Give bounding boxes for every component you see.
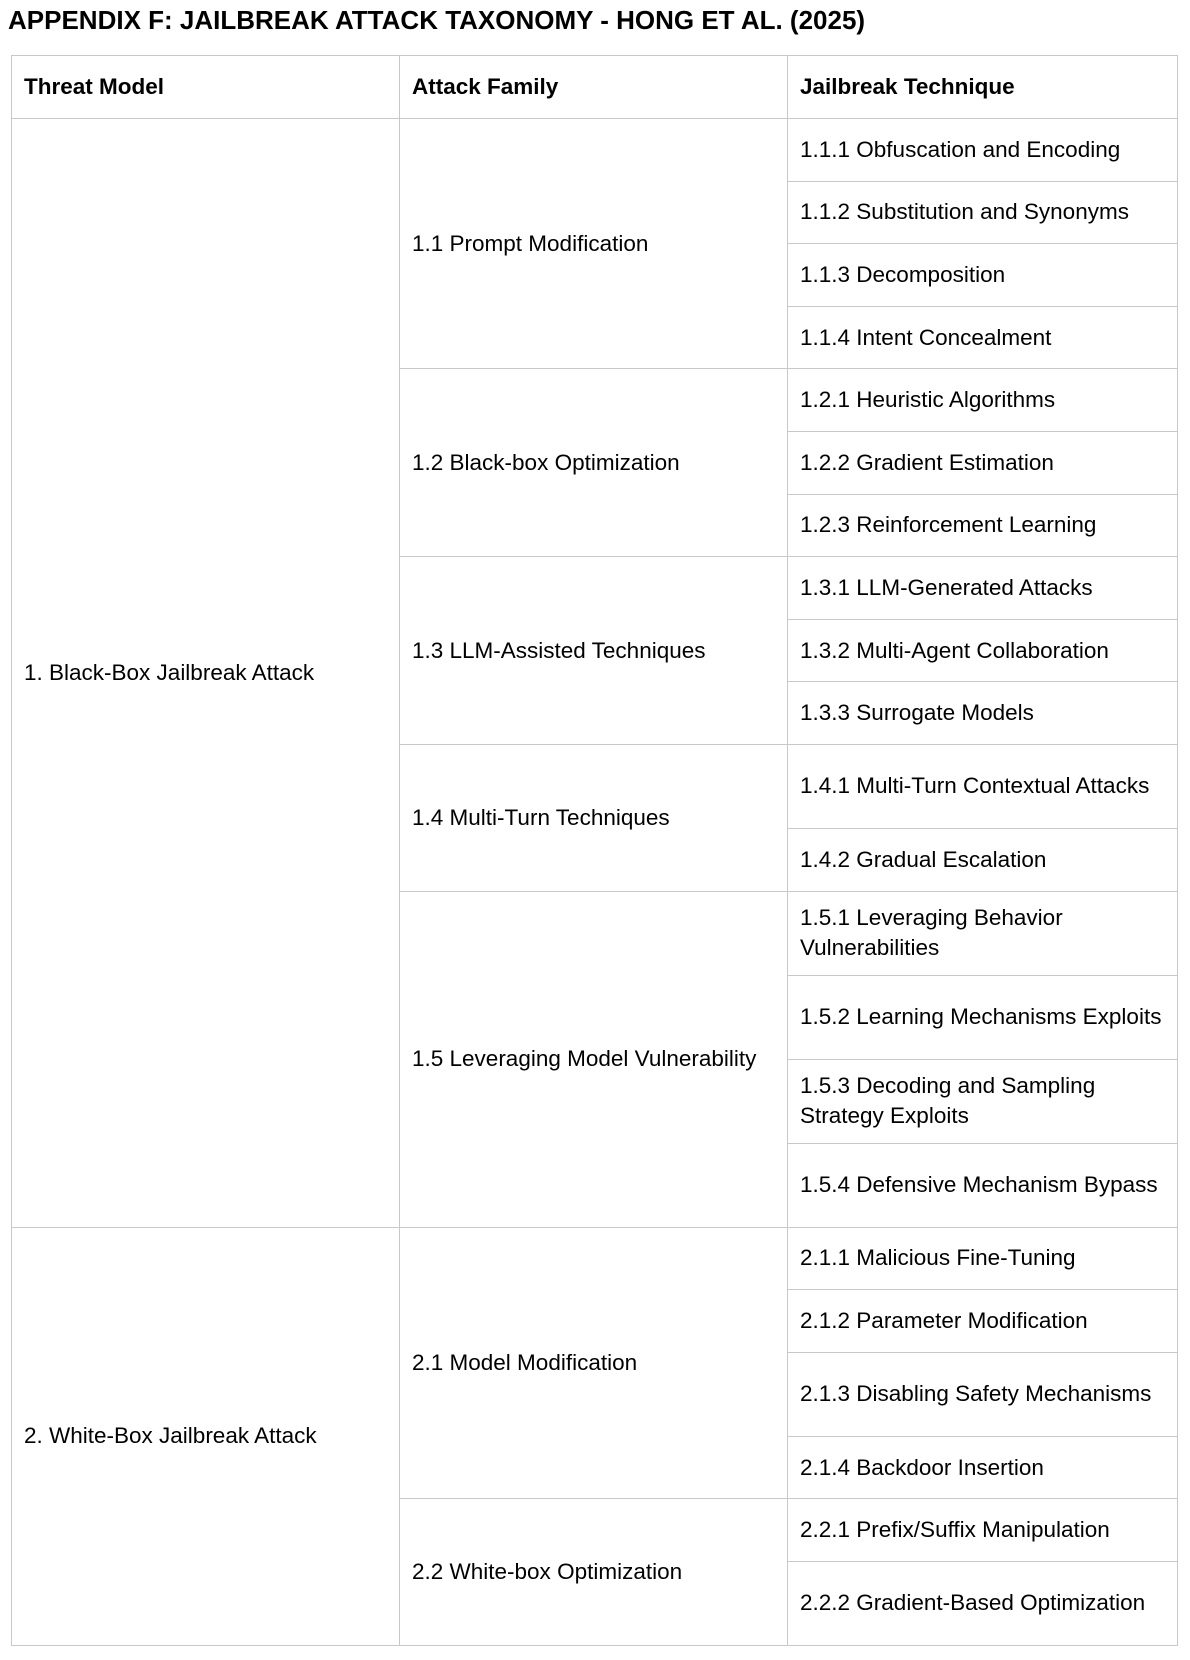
technique-cell: 1.1.2 Substitution and Synonyms	[788, 181, 1178, 244]
page-title: APPENDIX F: JAILBREAK ATTACK TAXONOMY - HONG ET AL. (2025)	[8, 5, 866, 35]
technique-cell: 1.2.1 Heuristic Algorithms	[788, 369, 1178, 432]
technique-cell: 1.5.3 Decoding and Sampling Strategy Exploits	[788, 1059, 1178, 1143]
technique-cell: 2.1.1 Malicious Fine-Tuning	[788, 1227, 1178, 1290]
header-row	[12, 56, 1178, 119]
technique-cell: 1.2.2 Gradient Estimation	[788, 431, 1178, 494]
table-row	[12, 119, 1178, 182]
taxonomy-table	[11, 55, 1178, 1646]
attack-family-cell: 2.1 Model Modification	[400, 1227, 788, 1499]
technique-cell: 1.5.4 Defensive Mechanism Bypass	[788, 1143, 1178, 1227]
technique-cell: 1.5.1 Leveraging Behavior Vulnerabilities	[788, 891, 1178, 975]
technique-cell: 2.2.1 Prefix/Suffix Manipulation	[788, 1499, 1178, 1562]
technique-cell: 1.5.2 Learning Mechanisms Exploits	[788, 975, 1178, 1059]
technique-cell: 2.2.2 Gradient-Based Optimization	[788, 1561, 1178, 1645]
threat-model-cell: 2. White-Box Jailbreak Attack	[12, 1227, 400, 1645]
attack-family-cell: 2.2 White-box Optimization	[400, 1499, 788, 1646]
technique-cell: 1.1.3 Decomposition	[788, 244, 1178, 307]
attack-family-cell: 1.5 Leveraging Model Vulnerability	[400, 891, 788, 1227]
technique-cell: 1.3.3 Surrogate Models	[788, 682, 1178, 745]
attack-family-cell: 1.3 LLM-Assisted Techniques	[400, 557, 788, 745]
technique-cell: 2.1.4 Backdoor Insertion	[788, 1436, 1178, 1499]
technique-cell: 1.1.1 Obfuscation and Encoding	[788, 119, 1178, 182]
header-jailbreak-technique: Jailbreak Technique	[788, 56, 1178, 119]
attack-family-cell: 1.4 Multi-Turn Techniques	[400, 744, 788, 891]
threat-model-cell: 1. Black-Box Jailbreak Attack	[12, 119, 400, 1228]
technique-cell: 1.4.2 Gradual Escalation	[788, 828, 1178, 891]
header-threat-model: Threat Model	[12, 56, 400, 119]
technique-cell: 1.4.1 Multi-Turn Contextual Attacks	[788, 744, 1178, 828]
technique-cell: 2.1.3 Disabling Safety Mechanisms	[788, 1352, 1178, 1436]
technique-cell: 1.2.3 Reinforcement Learning	[788, 494, 1178, 557]
table-row	[12, 1227, 1178, 1290]
attack-family-cell: 1.1 Prompt Modification	[400, 119, 788, 369]
technique-cell: 1.3.1 LLM-Generated Attacks	[788, 557, 1178, 620]
attack-family-cell: 1.2 Black-box Optimization	[400, 369, 788, 557]
technique-cell: 1.1.4 Intent Concealment	[788, 306, 1178, 369]
technique-cell: 1.3.2 Multi-Agent Collaboration	[788, 619, 1178, 682]
technique-cell: 2.1.2 Parameter Modification	[788, 1290, 1178, 1353]
header-attack-family: Attack Family	[400, 56, 788, 119]
